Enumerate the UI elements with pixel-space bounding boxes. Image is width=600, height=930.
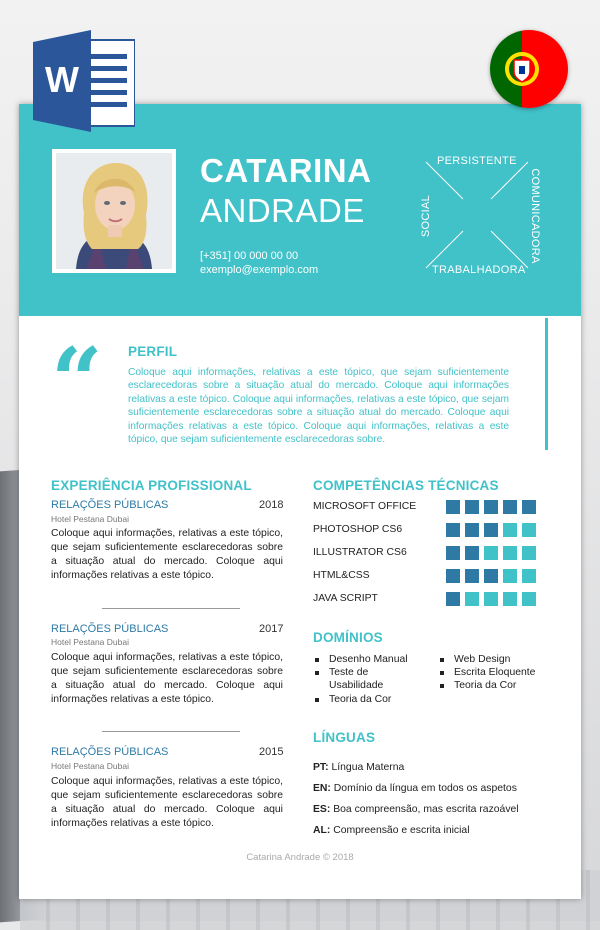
skill-square-empty [522,592,536,606]
job-role: RELAÇÕES PÚBLICAS [51,499,169,511]
skill-square-empty [522,523,536,537]
languages-title: LÍNGUAS [313,730,376,745]
perfil-text: Coloque aqui informações, relativas a este tópico, que sejam suficientemente esclarecedoras sobre a situação atual do mercado. Coloque aqui informações relativas a este tópico. Coloque aqui informações, relativas a este tópico, que sejam suficientemente esclarecedoras sobre a situação atual do mercado. Coloque aqui informações relativas a este tópico. Coloque aqui informações, relativas a este tópico, que sejam suficientemente esclarecedoras sobre. [128,367,509,446]
job-company: Hotel Pestana Dubai [51,637,129,647]
skill-rating [446,500,546,514]
language-code: PT: [313,762,329,773]
skill-name: MICROSOFT OFFICE [313,501,417,512]
footer-text: Catarina Andrade © 2018 [246,852,354,863]
skill-rating [446,523,546,537]
domain-item: Teste de Usabilidade [313,666,389,692]
email-address: exemplo@exemplo.com [200,264,319,276]
skill-square-empty [503,523,517,537]
skill-square-empty [522,569,536,583]
skill-square-filled [446,523,460,537]
language-level: Língua Materna [331,762,405,773]
last-name: ANDRADE [200,192,365,229]
skill-square-filled [465,546,479,560]
language-code: EN: [313,783,331,794]
domains-list-right [438,653,558,693]
language-level: Boa compreensão, mas escrita razoável [333,804,519,815]
domain-item: Teoria da Cor [438,679,558,692]
skill-name: JAVA SCRIPT [313,593,378,604]
skill-square-filled [465,523,479,537]
experience-title: EXPERIÊNCIA PROFISSIONAL [51,478,252,493]
phone-number: [+351] 00 000 00 00 [200,250,299,262]
resume-header [19,104,581,316]
skill-square-filled [446,569,460,583]
divider [102,731,240,732]
skill-square-filled [465,569,479,583]
skill-square-empty [484,546,498,560]
skill-square-empty [522,546,536,560]
job-description: Coloque aqui informações, relativas a este tópico, que sejam suficientemente esclarecedoras sobre a situação atual do mercado. Coloque aqui informações relativas a este tópico. [51,528,283,581]
domains-list-left [313,653,423,706]
job-company: Hotel Pestana Dubai [51,514,129,524]
skill-name: PHOTOSHOP CS6 [313,524,403,535]
trait-left: SOCIAL [420,194,432,238]
skill-rating [446,592,546,606]
word-document-icon [33,30,135,132]
language-item [313,783,517,794]
accent-bar [545,318,548,450]
skill-square-empty [503,592,517,606]
quote-mark-icon: “ [51,328,103,434]
skill-square-filled [446,546,460,560]
language-item [313,825,470,836]
skill-rating [446,569,546,583]
job-description: Coloque aqui informações, relativas a este tópico, que sejam suficientemente esclarecedoras sobre a situação atual do mercado. Coloque aqui informações relativas a este tópico. [51,776,283,829]
language-code: ES: [313,804,331,815]
skill-square-filled [484,500,498,514]
first-name: CATARINA [200,152,372,189]
domain-item: Teoria da Cor [313,693,423,706]
language-level: Domínio da língua em todos os aspetos [333,783,517,794]
job-role: RELAÇÕES PÚBLICAS [51,746,169,758]
skill-square-filled [446,500,460,514]
skill-name: ILLUSTRATOR CS6 [313,547,407,558]
skill-square-empty [465,592,479,606]
job-role: RELAÇÕES PÚBLICAS [51,623,169,635]
language-level: Compreensão e escrita inicial [333,825,470,836]
portrait-image [56,153,172,269]
word-logo-letter: W [45,59,79,100]
skills-title: COMPETÊNCIAS TÉCNICAS [313,478,499,493]
trait-bottom: TRABALHADORA [432,264,526,276]
traits-diagram [412,154,542,276]
skill-square-empty [503,569,517,583]
skill-square-empty [484,592,498,606]
portugal-flag-icon [490,30,568,108]
domains-title: DOMÍNIOS [313,630,383,645]
skill-square-filled [484,569,498,583]
domain-item: Desenho Manual [313,653,423,666]
language-item [313,762,404,773]
trait-right: COMUNICADORA [529,168,541,264]
skill-square-filled [503,500,517,514]
job-year: 2015 [259,746,284,758]
skill-rating [446,546,546,560]
domain-item: Escrita Eloquente [438,666,558,679]
skill-square-filled [522,500,536,514]
language-item [313,804,519,815]
skill-square-filled [484,523,498,537]
job-company: Hotel Pestana Dubai [51,761,129,771]
skill-square-empty [503,546,517,560]
domain-item: Web Design [438,653,558,666]
profile-photo [52,149,176,273]
job-year: 2018 [259,499,284,511]
perfil-title: PERFIL [128,344,178,359]
skill-name: HTML&CSS [313,570,370,581]
language-code: AL: [313,825,331,836]
job-year: 2017 [259,623,284,635]
skill-square-filled [446,592,460,606]
divider [102,608,240,609]
job-description: Coloque aqui informações, relativas a este tópico, que sejam suficientemente esclarecedoras sobre a situação atual do mercado. Coloque aqui informações relativas a este tópico. [51,652,283,705]
trait-top: PERSISTENTE [437,155,517,167]
skill-square-filled [465,500,479,514]
